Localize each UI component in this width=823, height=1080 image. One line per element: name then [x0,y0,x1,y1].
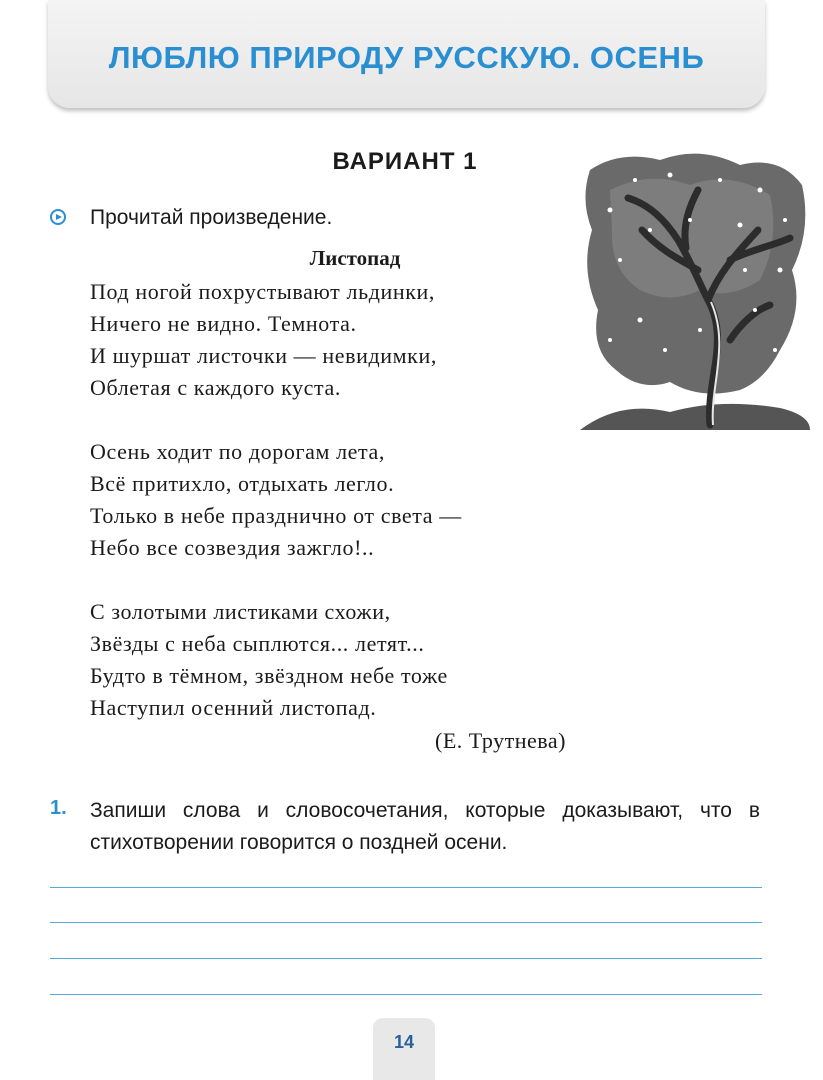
header-band [48,0,765,108]
task-text: Запиши слова и словосочетания, которые доказывают, что в стихотворении говорится о поздней осени. [90,799,760,854]
answer-line[interactable] [50,958,762,959]
poem-line: Только в небе празднично от света — [90,503,462,528]
poem-author: (Е. Трутнева) [435,728,566,753]
poem-line: Осень ходит по дорогам лета, [90,439,385,464]
poem-line: Под ногой похрустывают льдинки, [90,279,436,304]
poem-line: Наступил осенний листопад. [90,695,377,720]
answer-line[interactable] [50,994,762,995]
task-number: 1. [50,797,67,819]
poem-title: Листопад [309,246,401,270]
read-arrow-icon [50,209,66,225]
poem-line: Ничего не видно. Темнота. [90,311,357,336]
chapter-title: ЛЮБЛЮ ПРИРОДУ РУССКУЮ. ОСЕНЬ [108,40,705,75]
poem-line: И шуршат листочки — невидимки, [90,343,437,368]
answer-line[interactable] [50,887,762,888]
instruction-text: Прочитай произведение. [90,206,333,229]
poem-line: Всё притихло, отдыхать легло. [90,471,395,496]
night-tree-illustration [580,150,810,430]
answer-line[interactable] [50,922,762,923]
poem-line: С золотыми листиками схожи, [90,599,391,624]
variant-title: ВАРИАНТ 1 [332,148,478,175]
poem-line: Звёзды с неба сыплются... летят... [90,631,425,656]
poem-line: Небо все созвездия зажгло!.. [90,535,375,560]
poem-body [90,276,462,724]
poem-line: Облетая с каждого куста. [90,375,341,400]
poem-line: Будто в тёмном, звёздном небе тоже [90,663,448,688]
page-number: 14 [373,1018,435,1080]
